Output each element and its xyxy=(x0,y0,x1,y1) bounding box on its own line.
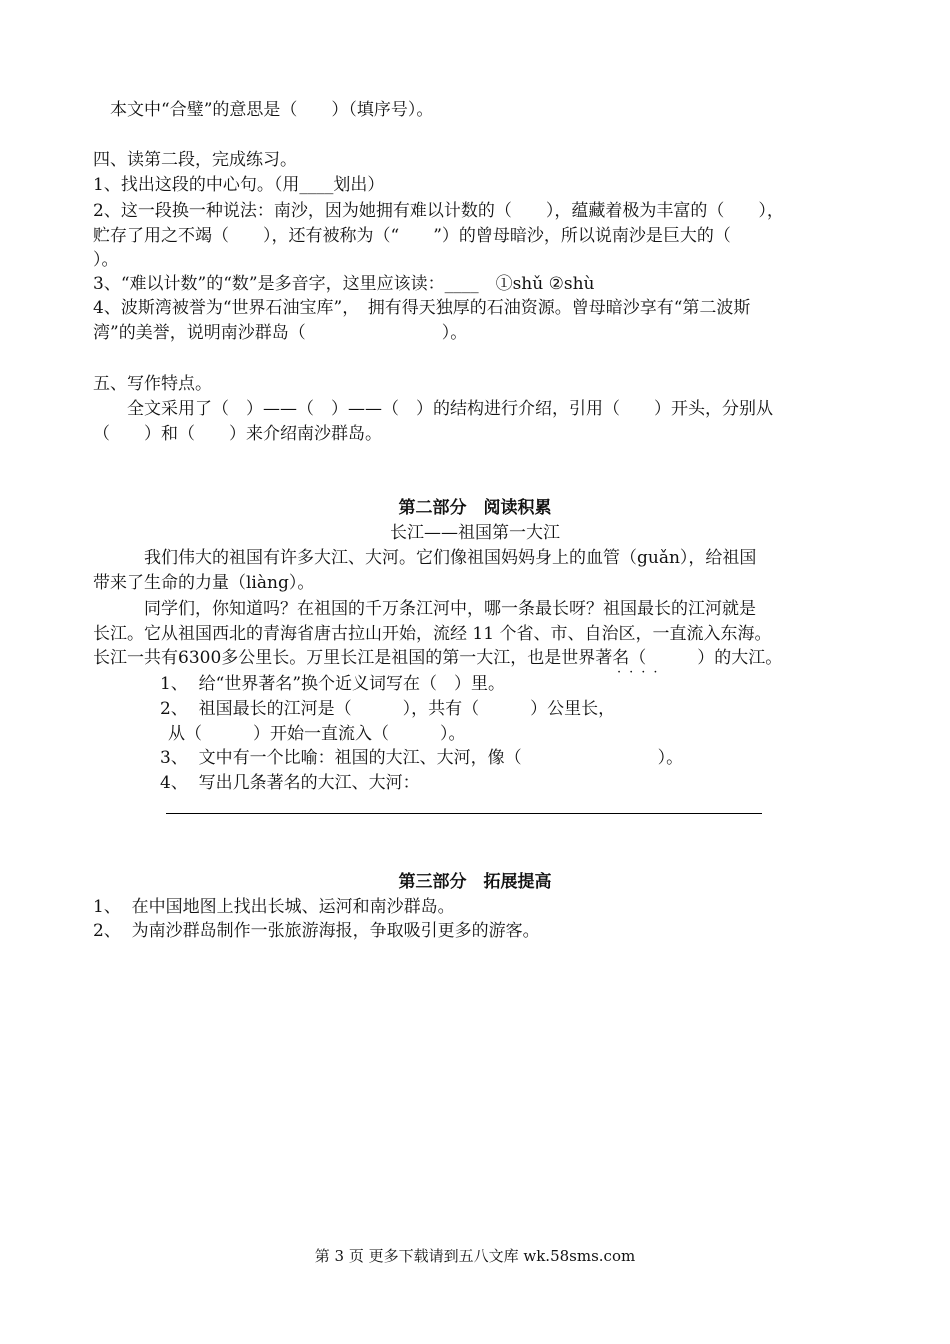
part-3-item2: 2、 为南沙群岛制作一张旅游海报，争取吸引更多的游客。 xyxy=(93,921,540,941)
part-2-para2-line3: 长江一共有6300多公里长。万里长江是祖国的第一大江，也是世界著名（ ）的大江。 xyxy=(93,648,783,668)
part-2-q4: 4、 写出几条著名的大江、大河： xyxy=(160,773,420,793)
section-4-q4-line2: 湾”的美誉，说明南沙群岛（ ）。 xyxy=(93,323,468,343)
part-2-para1-line1: 我们伟大的祖国有许多大江、大河。它们像祖国妈妈身上的血管（guǎn），给祖国 xyxy=(93,548,757,568)
section-5-heading: 五、写作特点。 xyxy=(93,374,212,394)
section-4-q1: 1、找出这段的中心句。（用____划出） xyxy=(93,175,385,195)
section-4-heading: 四、读第二段，完成练习。 xyxy=(93,150,297,170)
part-2-q1: 1、 给“世界著名”换个近义词写在（ ）里。 xyxy=(160,674,506,694)
section-4-q2-line3: ）。 xyxy=(93,250,119,270)
emphasis-dots: ···· xyxy=(617,665,666,680)
part-2-subtitle: 长江——祖国第一大江 xyxy=(390,523,560,543)
part-2-heading: 第二部分 阅读积累 xyxy=(398,498,552,518)
page-footer: 第 3 页 更多下载请到五八文库 wk.58sms.com xyxy=(314,1247,636,1265)
part-2-q3: 3、 文中有一个比喻：祖国的大江、大河，像（ ）。 xyxy=(160,748,684,768)
part-2-q2-line2: 从（ ）开始一直流入（ ）。 xyxy=(168,724,466,744)
section-4-q2-line1: 2、这一段换一种说法：南沙，因为她拥有难以计数的（ ），蕴藏着极为丰富的（ ）， xyxy=(93,201,784,221)
section-5-line2: （ ）和（ ）来介绍南沙群岛。 xyxy=(93,424,382,444)
part-2-para2-line2: 长江。它从祖国西北的青海省唐古拉山开始，流经 11 个省、市、自治区，一直流入东海。 xyxy=(93,624,772,644)
part-2-para1-line2: 带来了生命的力量（liàng）。 xyxy=(93,573,315,593)
part-2-para2-line1: 同学们，你知道吗？在祖国的千万条江河中，哪一条最长呀？祖国最长的江河就是 xyxy=(93,599,756,619)
answer-line xyxy=(166,813,762,814)
section-4-q4-line1: 4、波斯湾被誉为“世界石油宝库”， 拥有得天独厚的石油资源。曾母暗沙享有“第二波斯 xyxy=(93,298,751,318)
section-4-q3: 3、“难以计数”的“数”是多音字，这里应该读：____ ①shǔ ②shù xyxy=(93,274,595,294)
part-3-heading: 第三部分 拓展提高 xyxy=(398,872,552,892)
part-2-q2-line1: 2、 祖国最长的江河是（ ），共有（ ）公里长， xyxy=(160,699,616,719)
part-3-item1: 1、 在中国地图上找出长城、运河和南沙群岛。 xyxy=(93,897,455,917)
question-hebi: 本文中“合璧”的意思是（ ）（填序号）。 xyxy=(110,100,434,120)
section-5-line1: 全文采用了（ ）——（ ）——（ ）的结构进行介绍，引用（ ）开头，分别从 xyxy=(93,399,773,419)
section-4-q2-line2: 贮存了用之不竭（ ），还有被称为（“ ”）的曾母暗沙，所以说南沙是巨大的（ xyxy=(93,226,731,246)
